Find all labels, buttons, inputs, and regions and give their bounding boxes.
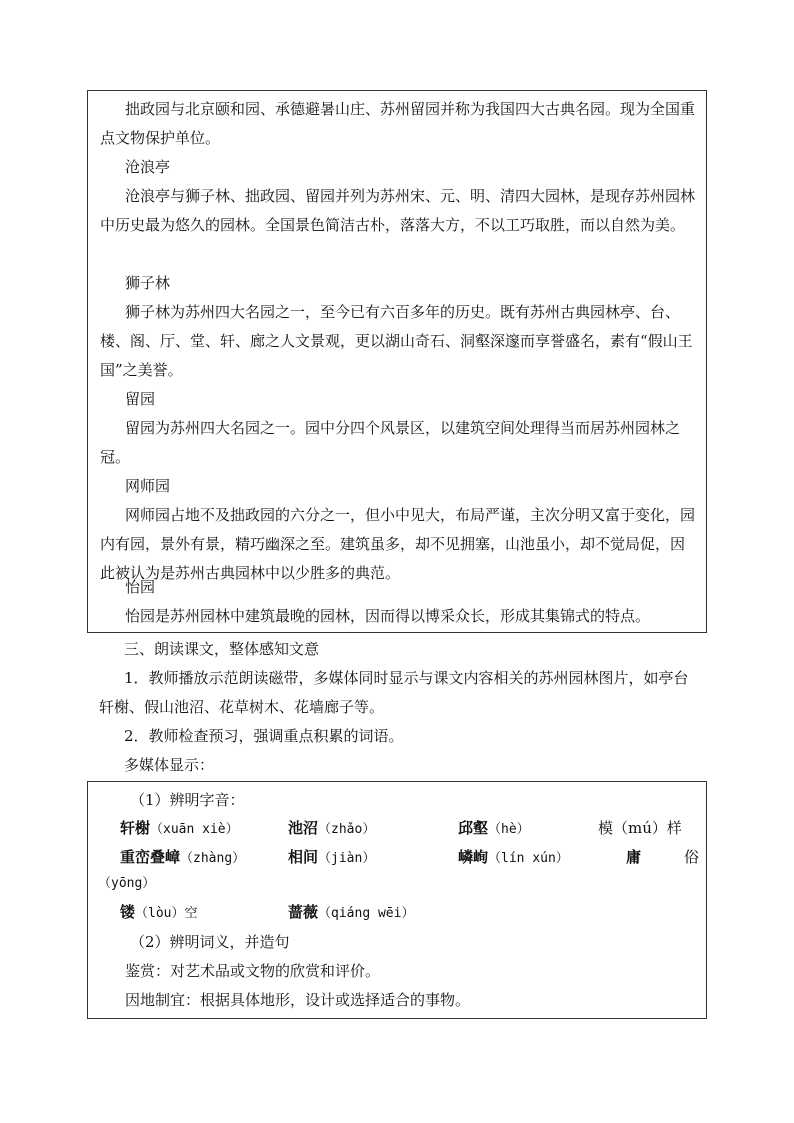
zhuozheng-paragraph: 拙政园与北京颐和园、承德避暑山庄、苏州留园并称为我国四大古典名园。现为全国重点文物保护单位。 — [100, 100, 696, 147]
list-item: 嶙峋（lín xún） — [458, 848, 569, 866]
pronunciation-row-1 — [88, 814, 708, 842]
list-item: 俗 — [684, 848, 700, 866]
step-2: 2．教师检查预习，强调重点积累的词语。 — [124, 727, 404, 745]
pronunciation-row-3 — [88, 898, 708, 926]
liu-title: 留园 — [125, 390, 156, 408]
pronunciation-row-2-continued: （yōng） — [98, 876, 156, 891]
wangshi-title: 网师园 — [125, 477, 171, 495]
list-item: 庸 — [626, 848, 642, 866]
pronunciation-heading: （1）辨明字音： — [130, 791, 245, 809]
multimedia-display-label: 多媒体显示： — [124, 756, 215, 774]
yi-title: 怡园 — [125, 578, 156, 596]
pronunciation-row-2 — [88, 843, 708, 871]
list-item: 重峦叠嶂（zhàng） — [120, 848, 246, 866]
shizi-title: 狮子林 — [125, 274, 171, 292]
list-item: 镂（lòu）空 — [120, 903, 198, 921]
definition-yindizhiyi: 因地制宜：根据具体地形，设计或选择适合的事物。 — [125, 991, 471, 1009]
list-item: 轩榭（xuān xiè） — [120, 819, 239, 837]
list-item: 蔷薇（qiáng wēi） — [288, 903, 415, 921]
list-item: 池沼（zhǎo） — [288, 819, 376, 837]
canglang-title: 沧浪亭 — [125, 158, 171, 176]
garden-intro-box — [87, 90, 707, 633]
liu-paragraph: 留园为苏州四大名园之一。园中分四个风景区，以建筑空间处理得当而居苏州园林之冠。 — [100, 419, 681, 466]
section-heading: 三、朗读课文，整体感知文意 — [124, 640, 320, 658]
wangshi-paragraph: 网师园占地不及拙政园的六分之一，但小中见大，布局严谨，主次分明又富于变化，园内有园，景外有景，精巧幽深之至。建筑虽多，却不见拥塞，山池虽小，却不觉局促，因此被认为是苏州古典园林中以少胜多的典范。 — [100, 506, 696, 582]
canglang-paragraph: 沧浪亭与狮子林、拙政园、留园并列为苏州宋、元、明、清四大园林，是现存苏州园林中历史最为悠久的园林。全国景色简洁古朴，落落大方，不以工巧取胜，而以自然为美。 — [100, 187, 696, 234]
meaning-heading: （2）辨明词义，并造句 — [130, 933, 290, 951]
step-1: 1．教师播放示范朗读磁带，多媒体同时显示与课文内容相关的苏州园林图片，如亭台轩榭、假山池沼、花草树木、花墙廊子等。 — [99, 669, 689, 716]
vocabulary-box — [87, 781, 707, 1019]
list-item: 模（mú）样 — [598, 819, 682, 837]
list-item: 邱壑（hè） — [458, 819, 530, 837]
yi-paragraph: 怡园是苏州园林中建筑最晚的园林，因而得以博采众长，形成其集锦式的特点。 — [125, 607, 651, 625]
list-item: 相间（jiàn） — [288, 848, 376, 866]
shizi-paragraph: 狮子林为苏州四大名园之一，至今已有六百多年的历史。既有苏州古典园林亭、台、楼、阁、厅、堂、轩、廊之人文景观，更以湖山奇石、洞壑深邃而享誉盛名，素有“假山王国”之美誉。 — [100, 303, 693, 379]
definition-jianshang: 鉴赏：对艺术品或文物的欣赏和评价。 — [125, 962, 381, 980]
